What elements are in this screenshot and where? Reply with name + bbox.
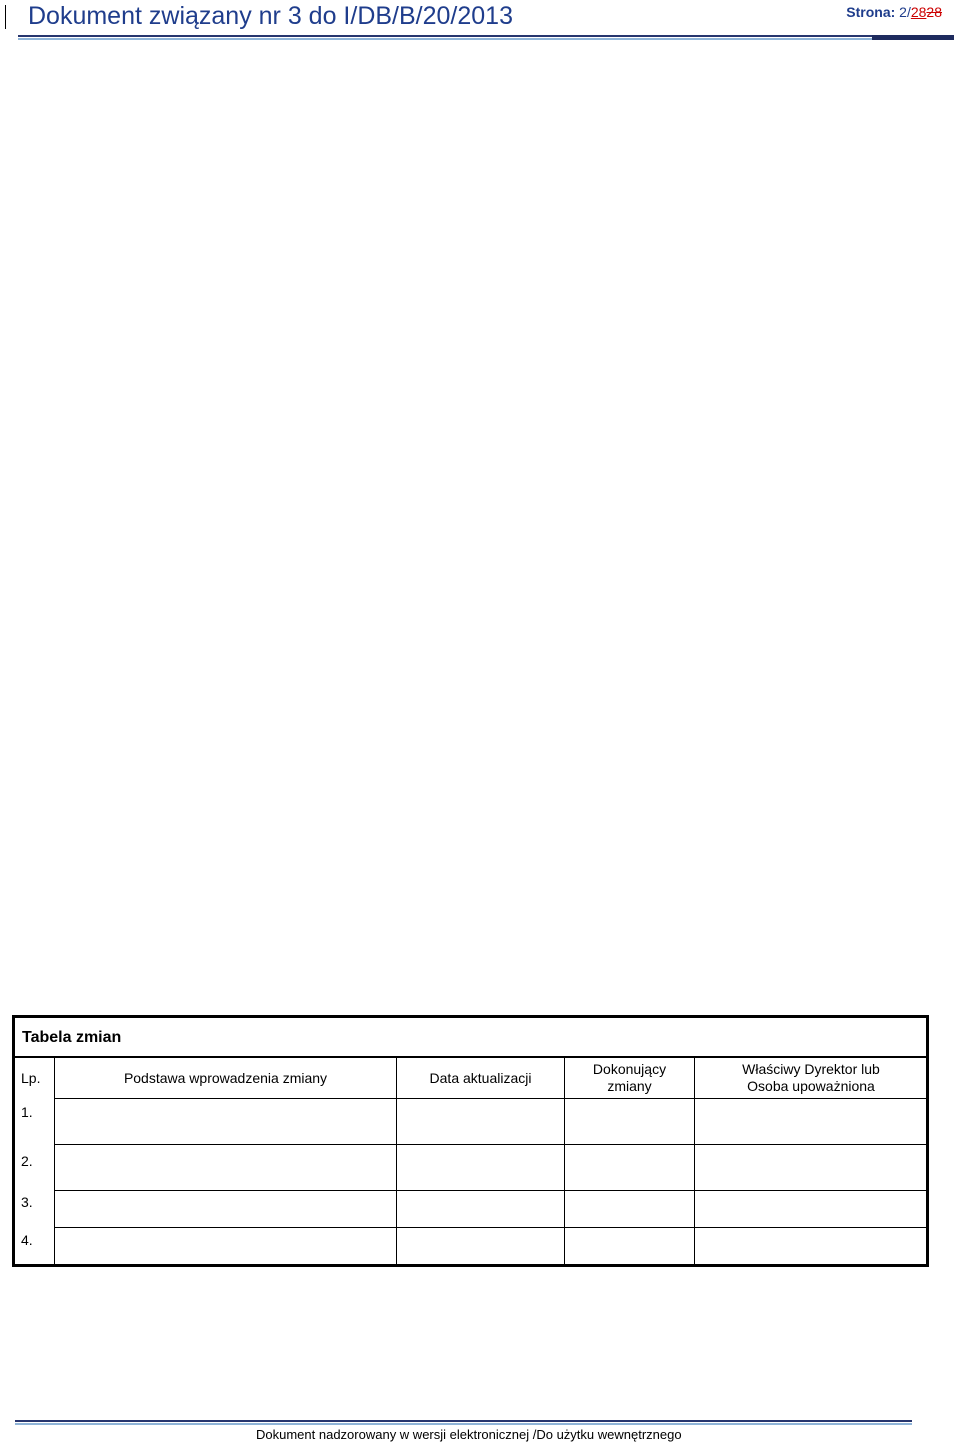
header-date: Data aktualizacji [429, 1070, 532, 1086]
document-title: Dokument związany nr 3 do I/DB/B/20/2013 [28, 2, 513, 30]
page-label: Strona: [846, 4, 896, 20]
page-current: 2/ [899, 4, 911, 20]
page-number [846, 4, 942, 20]
header-owner-line2: Osoba upoważniona [747, 1078, 875, 1094]
changes-table [12, 1015, 929, 1267]
row-divider [54, 1098, 926, 1099]
header-owner [695, 1061, 927, 1095]
row-divider [54, 1227, 926, 1228]
header-author [565, 1061, 694, 1095]
row-number: 4. [21, 1232, 33, 1248]
row-divider [54, 1144, 926, 1145]
table-caption: Tabela zmian [15, 1018, 926, 1058]
row-number: 2. [21, 1153, 33, 1169]
header-basis: Podstawa wprowadzenia zmiany [123, 1070, 328, 1086]
page-total-old: 28 [910, 4, 927, 20]
header-author-line1: Dokonujący [592, 1061, 667, 1077]
header-lp: Lp. [21, 1070, 41, 1086]
column-divider [396, 1058, 397, 1267]
row-divider [54, 1190, 926, 1191]
row-number: 1. [21, 1104, 33, 1120]
column-divider [54, 1058, 55, 1267]
header-divider [18, 35, 954, 40]
footer-text: Dokument nadzorowany w wersji elektronicznej /Do użytku wewnętrznego [256, 1427, 682, 1442]
margin-mark [5, 5, 6, 29]
header-owner-line1: Właściwy Dyrektor lub [742, 1061, 880, 1077]
row-number: 3. [21, 1194, 33, 1210]
footer-divider [15, 1420, 912, 1425]
header-author-line2: zmiany [607, 1078, 652, 1094]
page-total-new: 28 [926, 4, 942, 20]
